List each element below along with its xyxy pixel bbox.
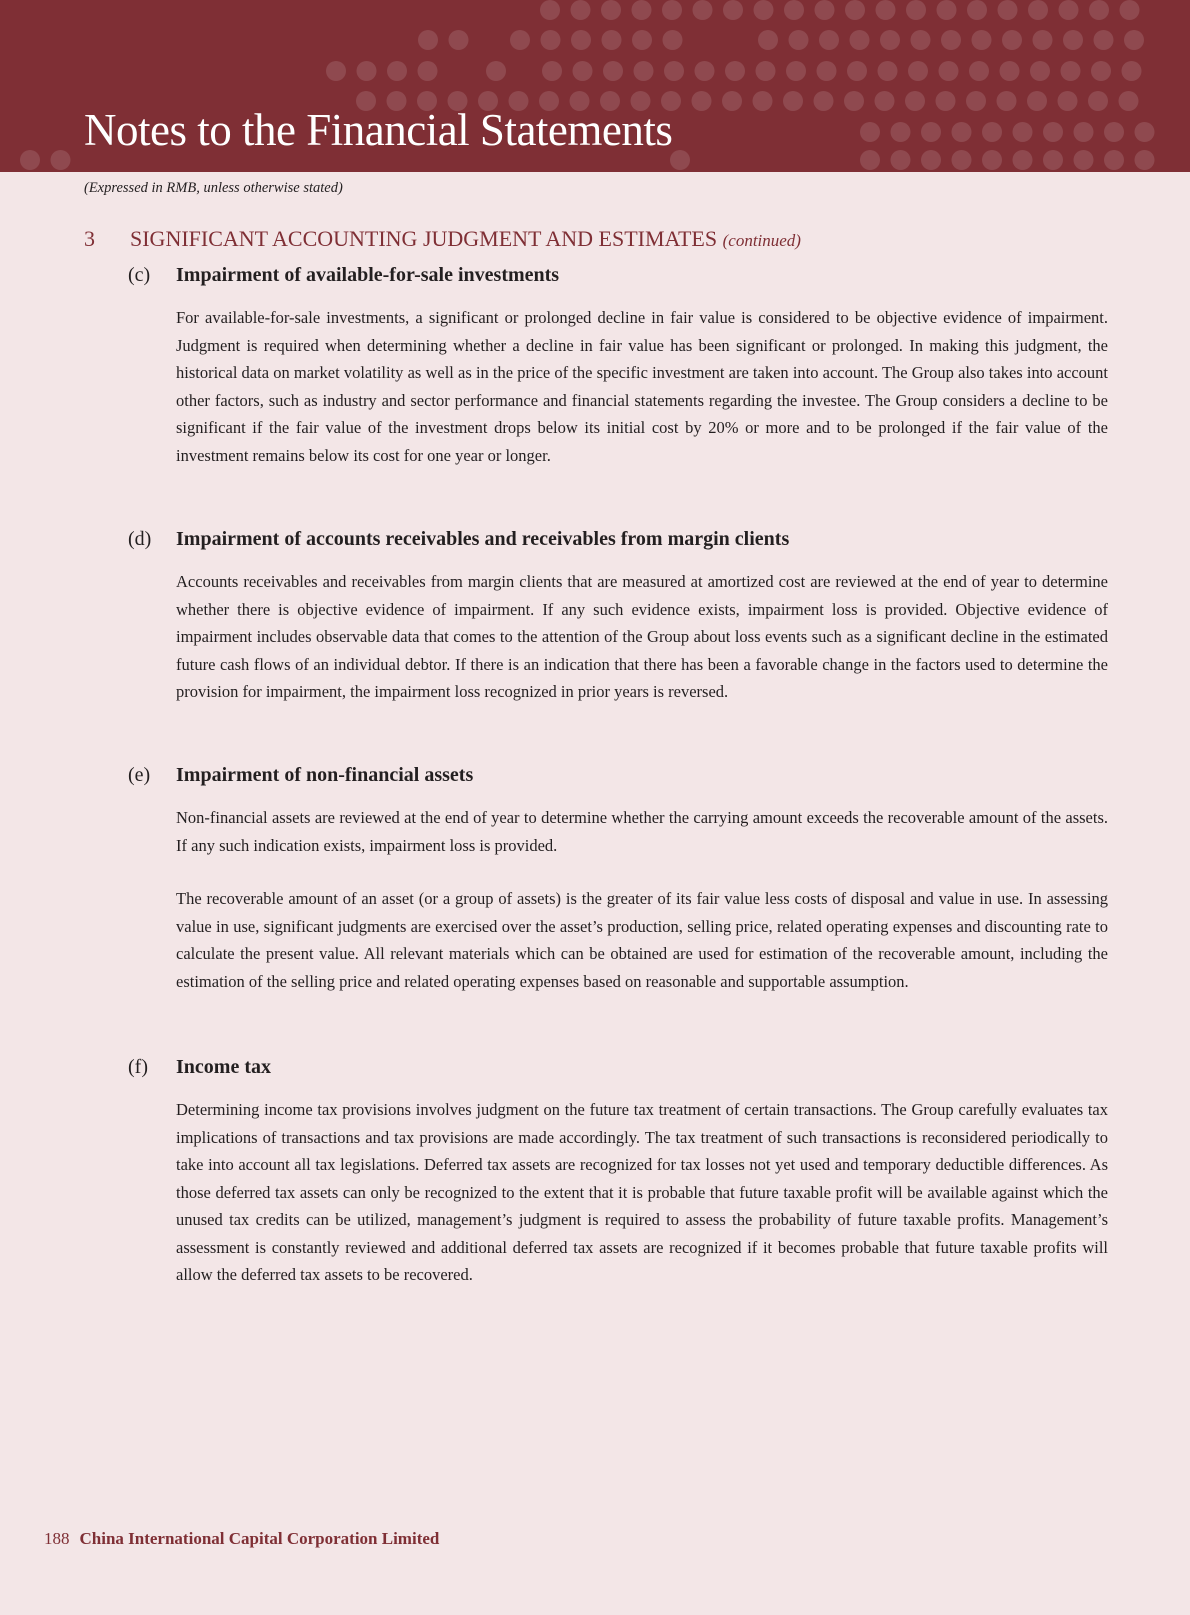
dot-decoration — [634, 61, 654, 81]
dot-decoration — [1030, 61, 1050, 81]
dot-decoration — [817, 61, 837, 81]
dot-decoration — [1059, 0, 1079, 20]
subsection-f — [128, 1056, 1108, 1305]
subsection-d — [128, 528, 1108, 722]
dot-decoration — [510, 30, 530, 50]
dot-decoration — [601, 0, 621, 20]
section-title: SIGNIFICANT ACCOUNTING JUDGMENT AND ESTIMATES — [130, 226, 718, 251]
page-title: Notes to the Financial Statements — [84, 105, 673, 155]
dot-decoration — [756, 61, 776, 81]
subsection-title: Impairment of accounts receivables and receivables from margin clients — [176, 528, 790, 550]
dot-decoration — [692, 91, 712, 111]
dot-decoration — [357, 61, 377, 81]
dot-decoration — [1013, 150, 1033, 170]
dot-decoration — [1074, 150, 1094, 170]
subsection-letter: (e) — [128, 764, 151, 786]
dot-decoration — [1013, 122, 1033, 142]
dot-decoration — [1058, 91, 1078, 111]
dot-decoration — [952, 122, 972, 142]
dot-decoration — [937, 0, 957, 20]
subsection-heading — [128, 264, 1108, 292]
subsection-title: Impairment of available-for-sale investments — [176, 264, 560, 286]
dot-decoration — [326, 61, 346, 81]
dot-decoration — [1028, 0, 1048, 20]
dot-decoration — [725, 61, 745, 81]
dot-decoration — [1120, 0, 1140, 20]
dot-decoration — [997, 91, 1017, 111]
section-number: 3 — [84, 226, 95, 251]
paragraph: Accounts receivables and receivables from margin clients that are measured at amortized cost are reviewed at the end of year to determine whether there is objective evidence of impairment. If any such evidence exists, impairment loss is provided. Objective evidence of impairment includes observable data that comes to the attention of the Group about loss events such as a significant decline in the estimated future cash flows of an individual debtor. If there is an indication that there has been a favorable change in the factors used to determine the provision for impairment, the impairment loss recognized in prior years is reversed. — [176, 572, 1108, 701]
paragraph: Non-financial assets are reviewed at the end of year to determine whether the carrying amount exceeds the recoverable amount of the assets. If any such indication exists, impairment loss is provided. — [176, 808, 1108, 855]
dot-decoration — [758, 30, 778, 50]
page-footer — [44, 1529, 439, 1549]
dot-decoration — [939, 61, 959, 81]
dot-decoration — [1063, 30, 1083, 50]
dot-decoration — [982, 122, 1002, 142]
dot-decoration — [891, 150, 911, 170]
dot-decoration — [753, 91, 773, 111]
dot-decoration — [880, 30, 900, 50]
header-banner — [0, 0, 1190, 172]
dot-decoration — [542, 61, 562, 81]
dot-decoration — [911, 30, 931, 50]
dot-decoration — [663, 30, 683, 50]
subsection-letter: (f) — [128, 1056, 148, 1078]
section-continued-label: (continued) — [722, 231, 801, 250]
company-name: China International Capital Corporation Limited — [79, 1529, 440, 1548]
dot-decoration — [847, 61, 867, 81]
dot-decoration — [20, 150, 40, 170]
dot-decoration — [845, 0, 865, 20]
dot-decoration — [1104, 150, 1124, 170]
subsection-letter: (c) — [128, 264, 151, 286]
dot-decoration — [1088, 91, 1108, 111]
dot-decoration — [1061, 61, 1081, 81]
dot-decoration — [632, 30, 652, 50]
dot-decoration — [908, 61, 928, 81]
dot-decoration — [860, 150, 880, 170]
dot-decoration — [486, 61, 506, 81]
dot-decoration — [860, 122, 880, 142]
dot-decoration — [905, 91, 925, 111]
dot-decoration — [941, 30, 961, 50]
dot-decoration — [418, 61, 438, 81]
dot-decoration — [878, 61, 898, 81]
dot-decoration — [936, 91, 956, 111]
dot-decoration — [387, 61, 407, 81]
subsection-c — [128, 264, 1108, 486]
dot-decoration — [1094, 30, 1114, 50]
dot-decoration — [1135, 122, 1155, 142]
dot-decoration — [969, 61, 989, 81]
subsection-e — [128, 764, 1108, 1012]
dot-decoration — [602, 30, 622, 50]
dot-decoration — [571, 30, 591, 50]
dot-decoration — [1033, 30, 1053, 50]
dot-decoration — [1000, 61, 1020, 81]
dot-decoration — [541, 30, 561, 50]
page-number: 188 — [44, 1529, 70, 1548]
dot-decoration — [754, 0, 774, 20]
paragraph: Determining income tax provisions involves judgment on the future tax treatment of certain transactions. The Group carefully evaluates tax implications of transactions and tax provisions are made accordingly. The tax treatment of such transactions is reconsidered periodically to take into account all tax legislations. Deferred tax assets are recognized for tax losses not yet used and temporary deductible differences. As those deferred tax assets can only be recognized to the extent that it is probable that future taxable profit will be available against which the unused tax credits can be utilized, management’s judgment is required to assess the probability of future taxable profits. Management’s assessment is constantly reviewed and additional deferred tax assets are recognized if it becomes probable that future taxable profits will allow the deferred tax assets to be recovered. — [176, 1100, 1108, 1284]
dot-decoration — [1104, 122, 1124, 142]
dot-decoration — [815, 0, 835, 20]
paragraph: For available-for-sale investments, a significant or prolonged decline in fair value is considered to be objective evidence of impairment. Judgment is required when determining whether a decline in fair value has been significant or prolonged. In making this judgment, the historical data on market volatility as well as in the price of the specific investment are taken into account. The Group also takes into account other factors, such as industry and sector performance and financial statements regarding the investee. The Group considers a decline to be significant if the fair value of the investment drops below its initial cost by 20% or more and to be prolonged if the fair value of the investment remains below its cost for one year or longer. — [176, 308, 1108, 465]
subsection-letter: (d) — [128, 528, 152, 550]
dot-decoration — [670, 150, 690, 170]
dot-decoration — [418, 30, 438, 50]
dot-decoration — [783, 91, 803, 111]
dot-decoration — [784, 0, 804, 20]
dot-decoration — [1089, 0, 1109, 20]
dot-decoration — [891, 122, 911, 142]
dot-decoration — [1119, 91, 1139, 111]
dot-decoration — [1122, 61, 1142, 81]
dot-decoration — [571, 0, 591, 20]
dot-decoration — [1043, 150, 1063, 170]
dot-decoration — [952, 150, 972, 170]
dot-decoration — [1074, 122, 1094, 142]
dot-decoration — [695, 61, 715, 81]
dot-decoration — [875, 91, 895, 111]
dot-decoration — [972, 30, 992, 50]
dot-decoration — [1091, 61, 1111, 81]
subsection-heading — [128, 1056, 1108, 1084]
dot-decoration — [693, 0, 713, 20]
dot-decoration — [814, 91, 834, 111]
currency-note: (Expressed in RMB, unless otherwise stated) — [84, 180, 343, 196]
dot-decoration — [573, 61, 593, 81]
subsection-title: Impairment of non-financial assets — [176, 764, 474, 786]
dot-decoration — [664, 61, 684, 81]
dot-decoration — [982, 150, 1002, 170]
dot-decoration — [850, 30, 870, 50]
dot-decoration — [786, 61, 806, 81]
dot-decoration — [921, 122, 941, 142]
dot-decoration — [51, 150, 71, 170]
dot-decoration — [1135, 150, 1155, 170]
dot-decoration — [632, 0, 652, 20]
dot-decoration — [723, 0, 743, 20]
dot-decoration — [1002, 30, 1022, 50]
dot-decoration — [603, 61, 623, 81]
dot-decoration — [789, 30, 809, 50]
dot-decoration — [1027, 91, 1047, 111]
dot-decoration — [966, 91, 986, 111]
dot-decoration — [449, 30, 469, 50]
subsection-heading — [128, 764, 1108, 792]
paragraph: The recoverable amount of an asset (or a group of assets) is the greater of its fair value less costs of disposal and value in use. In assessing value in use, significant judgments are exercised over the asset’s production, selling price, related operating expenses and discounting rate to calculate the present value. All relevant materials which can be obtained are used for estimation of the recoverable amount, including the estimation of the selling price and related operating expenses based on reasonable and supportable assumption. — [176, 889, 1108, 991]
dot-decoration — [844, 91, 864, 111]
dot-decoration — [967, 0, 987, 20]
section-heading — [84, 226, 801, 252]
subsection-title: Income tax — [176, 1056, 271, 1078]
dot-decoration — [1124, 30, 1144, 50]
dot-decoration — [540, 0, 560, 20]
dot-decoration — [662, 0, 682, 20]
dot-decoration — [921, 150, 941, 170]
dot-decoration — [876, 0, 896, 20]
dot-decoration — [819, 30, 839, 50]
subsection-heading — [128, 528, 1108, 556]
dot-decoration — [906, 0, 926, 20]
dot-decoration — [998, 0, 1018, 20]
dot-decoration — [722, 91, 742, 111]
dot-decoration — [1043, 122, 1063, 142]
